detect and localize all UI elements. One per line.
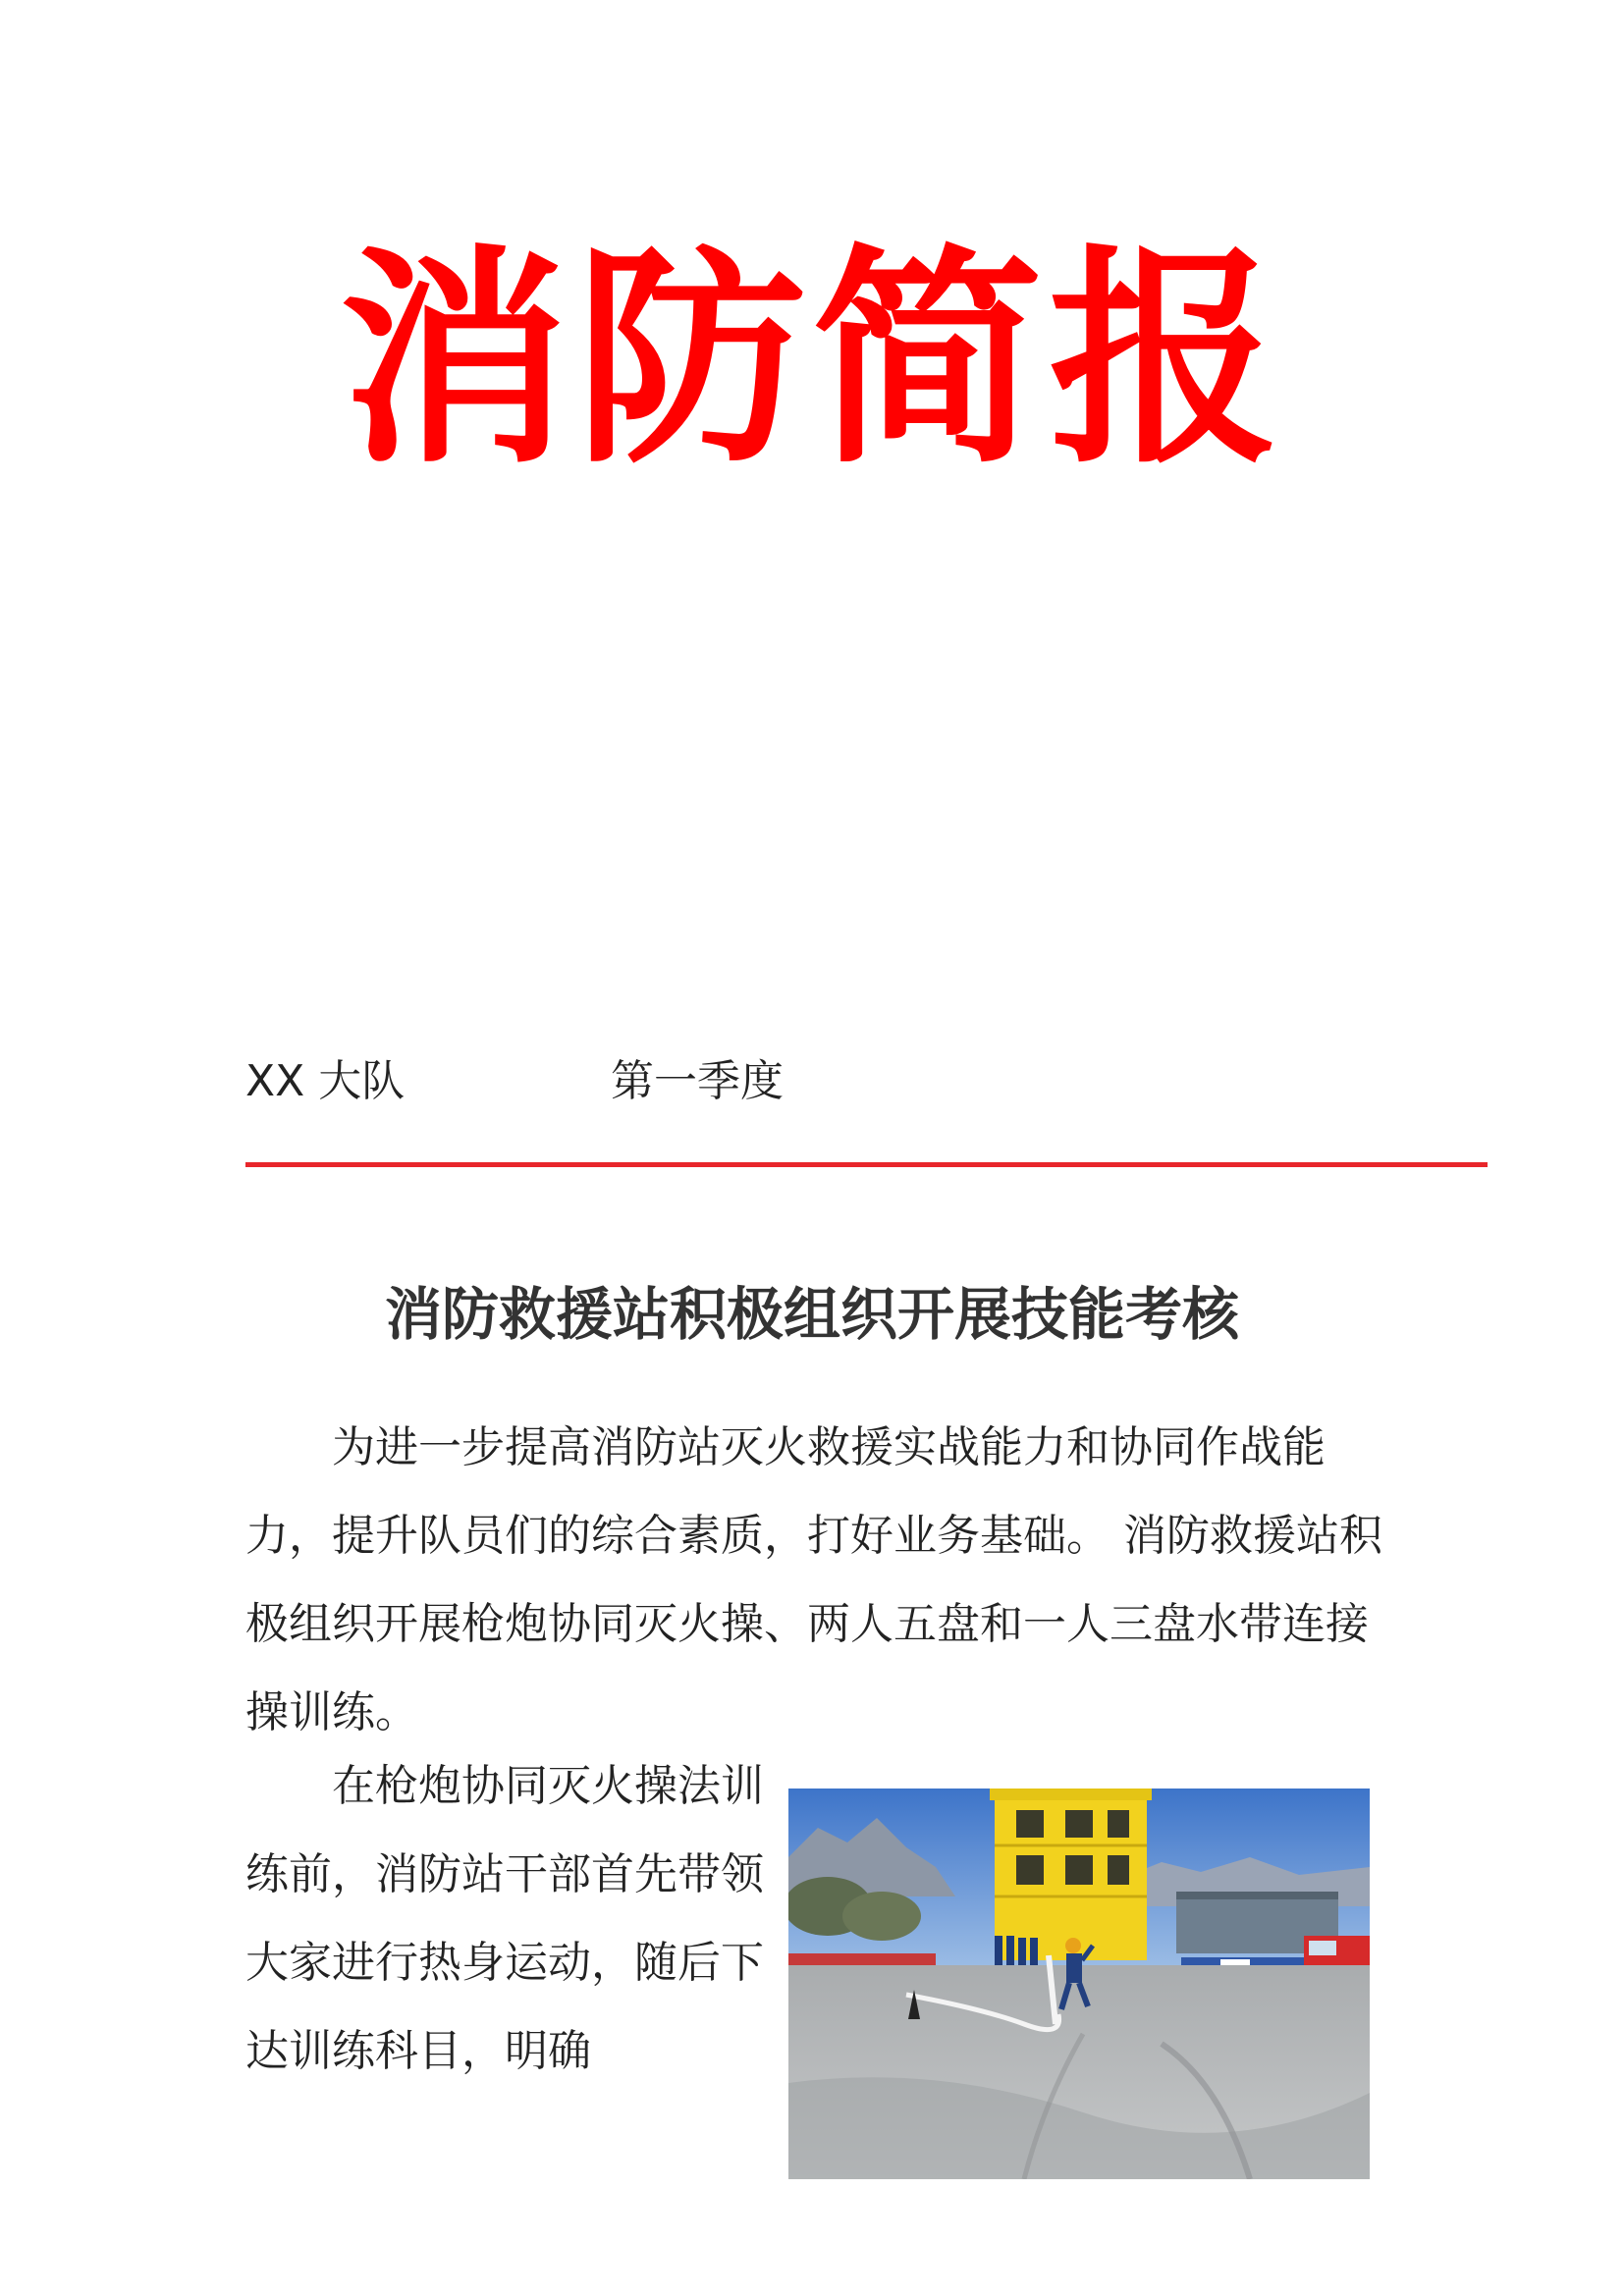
article-paragraph: 为进一步提高消防站灭火救援实战能力和协同作战能力，提升队员们的综合素质，打好业务基础。 消防救援站积极组织开展枪炮协同灭火操、两人五盘和一人三盘水带连接操训练。 bbox=[245, 1422, 1382, 1737]
unit-label: XX 大队 bbox=[245, 1056, 406, 1106]
masthead-title: 消防简报 bbox=[339, 227, 1285, 495]
season-label: 第一季度 bbox=[611, 1056, 784, 1106]
article-headline: 消防救援站积极组织开展技能考核 bbox=[384, 1281, 1239, 1348]
header-divider bbox=[245, 1162, 1488, 1167]
training-ground-photo bbox=[788, 1789, 1370, 2179]
article-paragraph: 在枪炮协同灭火操法训练前，消防站干部首先带领大家进行热身运动，随后下达训练科目，明确 bbox=[245, 1761, 764, 2076]
